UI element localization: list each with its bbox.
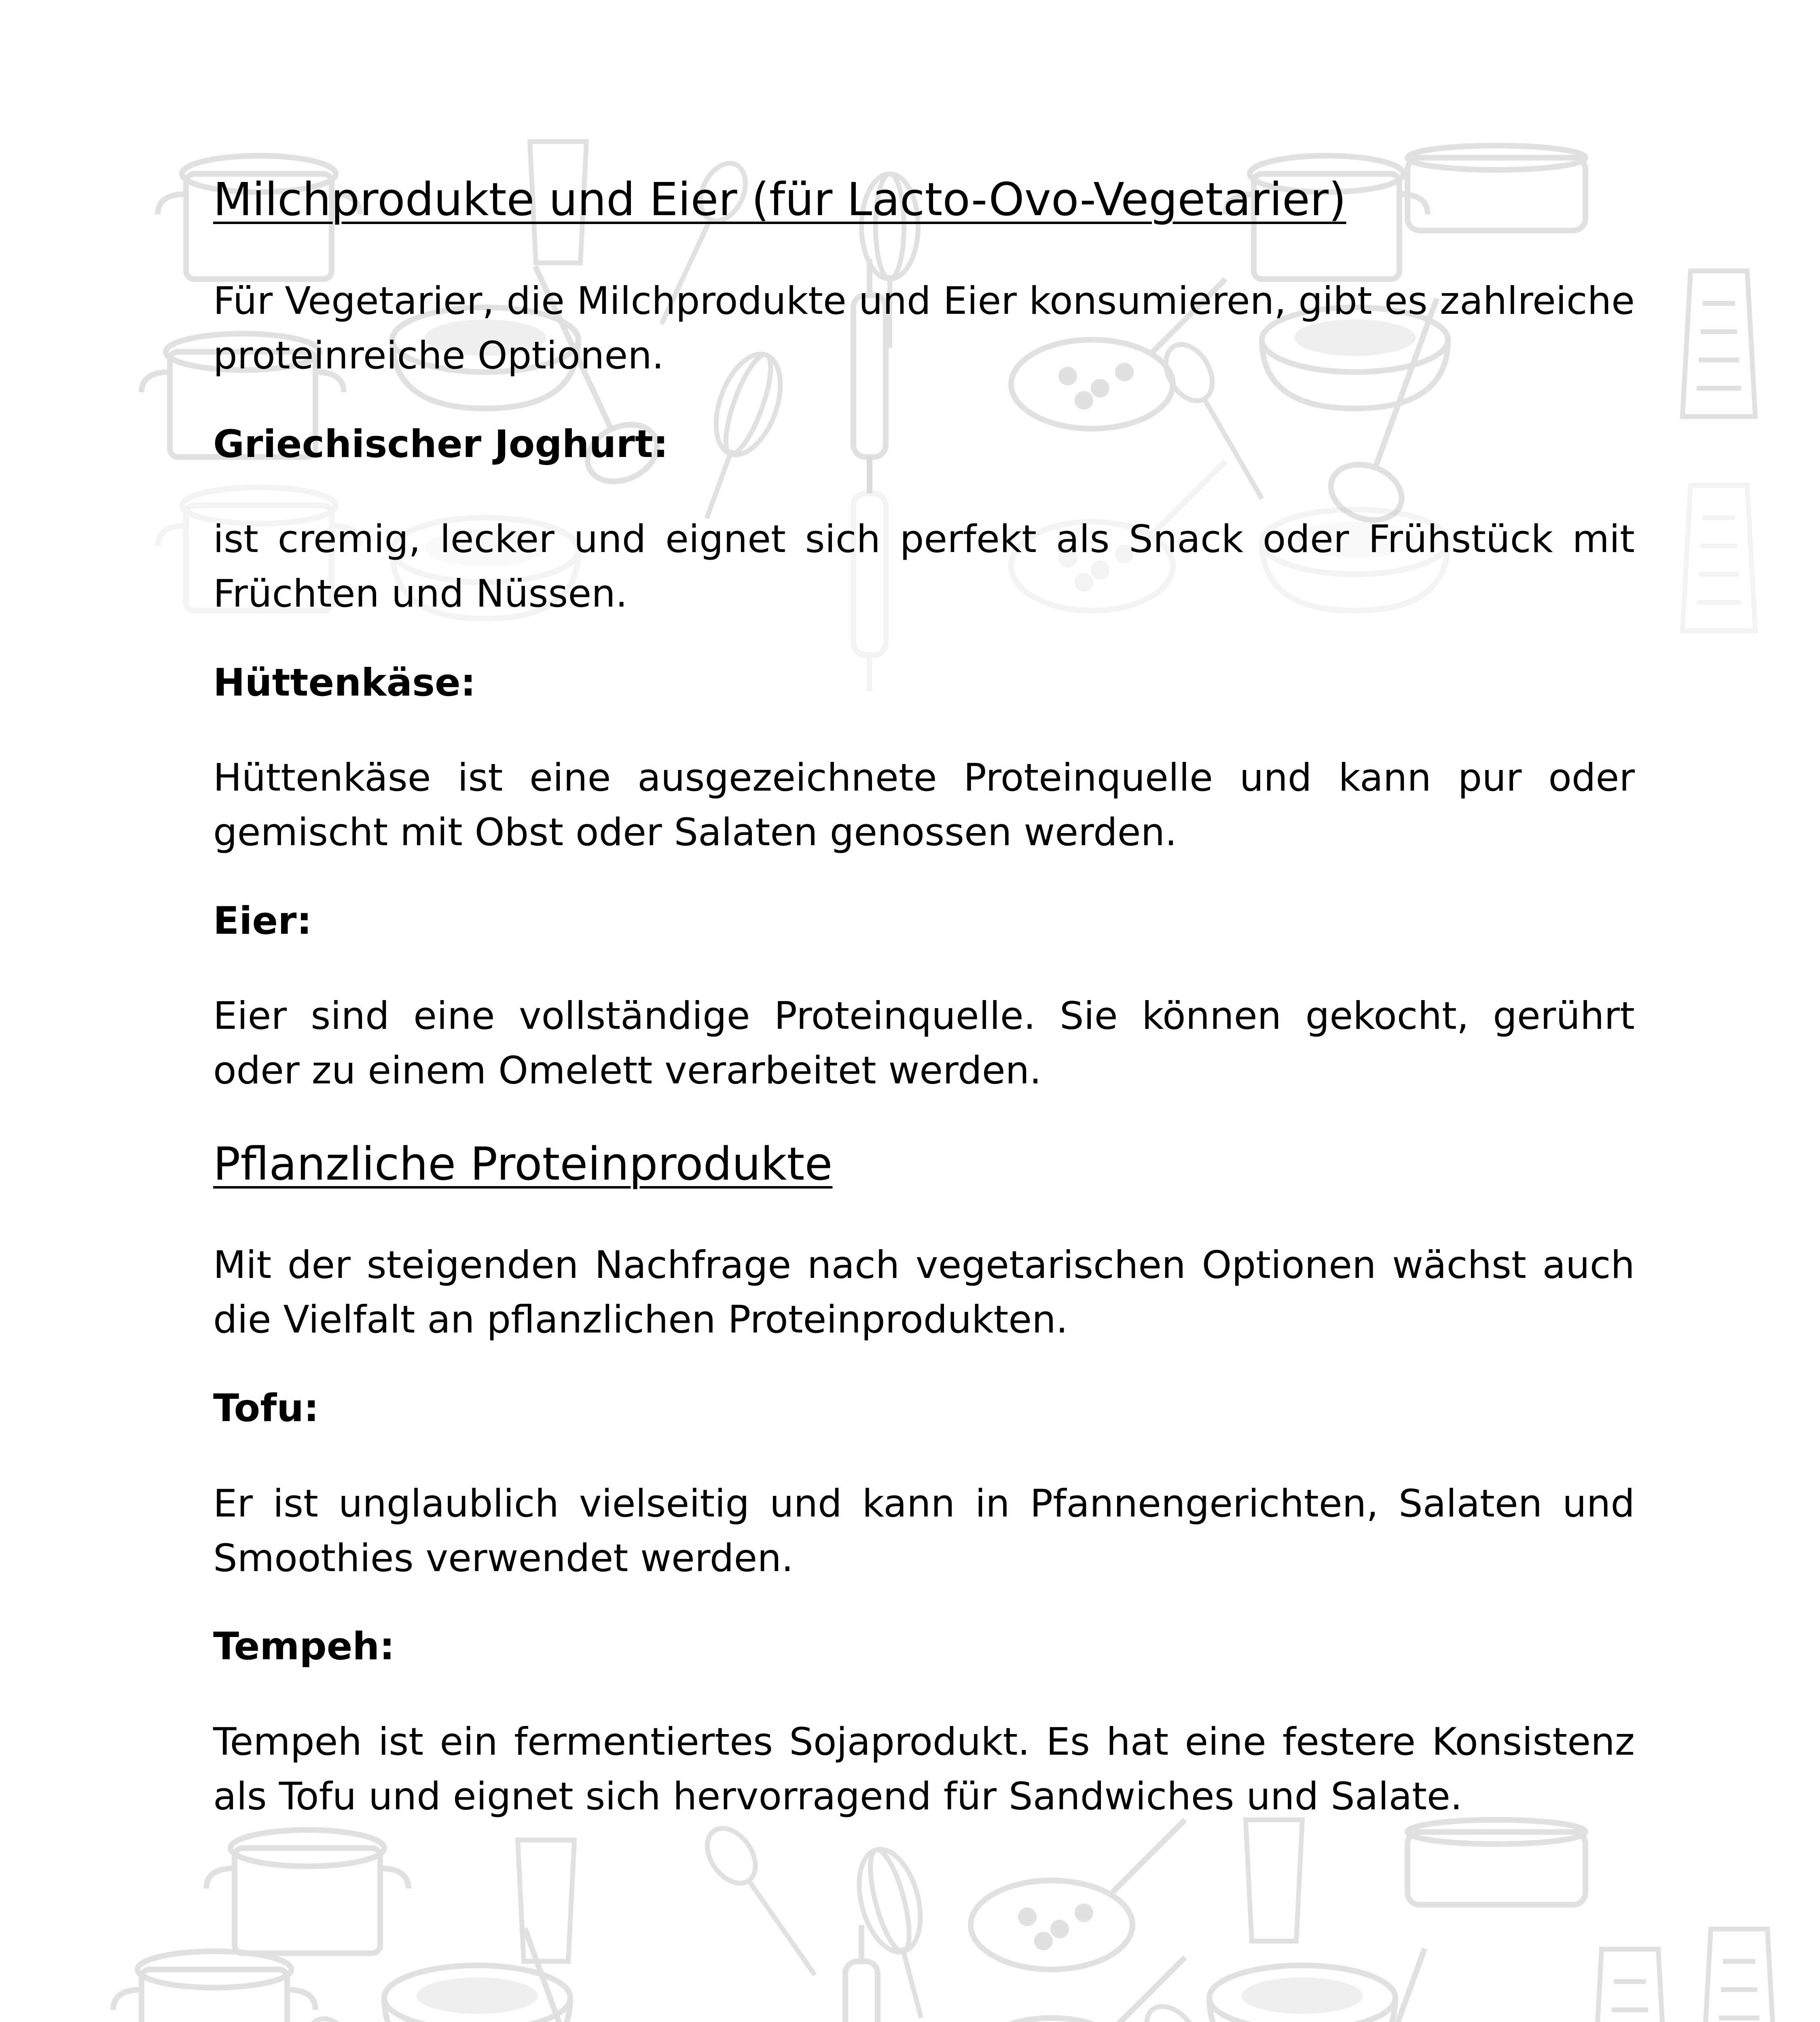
item-label-greek-yogurt: Griechischer Joghurt:	[213, 422, 669, 466]
item-text-tofu: Er ist unglaublich vielseitig und kann in Pfannengerichten, Salaten und Smoothies verwendet werden.	[213, 1482, 1635, 1580]
item-label-tofu: Tofu:	[213, 1386, 319, 1430]
section-heading-dairy-eggs: Milchprodukte und Eier (für Lacto-Ovo-Vegetarier)	[213, 173, 1346, 226]
item-label-cottage-cheese: Hüttenkäse:	[213, 661, 476, 705]
section-intro-dairy-eggs: Für Vegetarier, die Milchprodukte und Eier konsumieren, gibt es zahlreiche proteinreiche Optionen.	[213, 279, 1635, 378]
item-label-tempeh: Tempeh:	[213, 1624, 395, 1669]
section-intro-plant-protein: Mit der steigenden Nachfrage nach vegetarischen Optionen wächst auch die Vielfalt an pflanzlichen Proteinprodukten.	[213, 1243, 1635, 1342]
item-text-eggs: Eier sind eine vollständige Proteinquelle. Sie können gekocht, gerührt oder zu einem Omelett verarbeitet werden.	[213, 994, 1635, 1093]
item-text-cottage-cheese: Hüttenkäse ist eine ausgezeichnete Proteinquelle und kann pur oder gemischt mit Obst oder Salaten genossen werden.	[213, 756, 1635, 854]
section-heading-plant-protein: Pflanzliche Proteinprodukte	[213, 1138, 833, 1191]
item-label-eggs: Eier:	[213, 899, 312, 943]
item-text-tempeh: Tempeh ist ein fermentiertes Sojaprodukt. Es hat eine festere Konsistenz als Tofu und eignet sich hervorragend für Sandwiches und Salate.	[213, 1720, 1635, 1819]
item-text-greek-yogurt: ist cremig, lecker und eignet sich perfekt als Snack oder Frühstück mit Früchten und Nüssen.	[213, 517, 1635, 616]
